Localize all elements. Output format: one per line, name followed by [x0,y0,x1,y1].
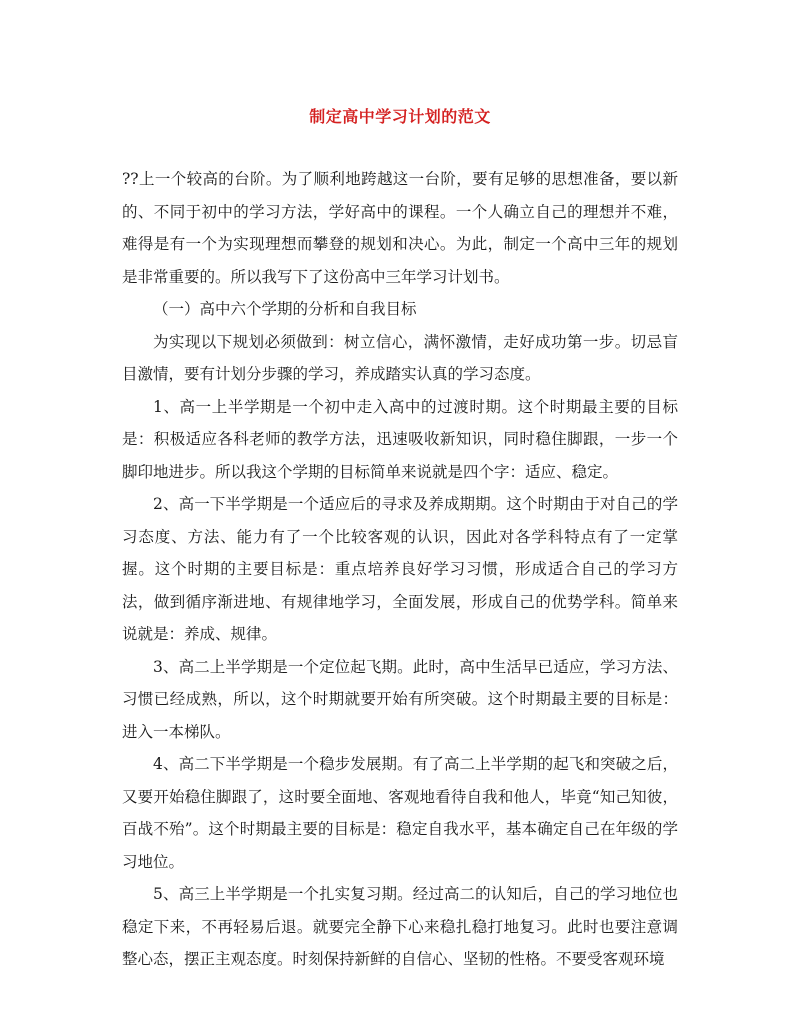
paragraph-semester-1: 1、高一上半学期是一个初中走入高中的过渡时期。这个时期最主要的目标是：积极适应各科老师的教学方法，迅速吸收新知识，同时稳住脚跟，一步一个脚印地进步。所以我这个学期的目标简单来说就是四个字：适应、稳定。 [122,397,678,481]
paragraph-requirements: 为实现以下规划必须做到：树立信心，满怀激情，走好成功第一步。切忌盲目激情，要有计划分步骤的学习，养成踏实认真的学习态度。 [122,332,678,383]
paragraph-intro: ??上一个较高的台阶。为了顺利地跨越这一台阶，要有足够的思想准备，要以新的、不同于初中的学习方法，学好高中的课程。一个人确立自己的理想并不难，难得是有一个为实现理想而攀登的规划和决心。为此，制定一个高中三年的规划是非常重要的。所以我写下了这份高中三年学习计划书。 [122,170,678,286]
paragraph-semester-2: 2、高一下半学期是一个适应后的寻求及养成期期。这个时期由于对自己的学习态度、方法、能力有了一个比较客观的认识，因此对各学科特点有了一定掌握。这个时期的主要目标是：重点培养良好学习习惯，形成适合自己的学习方法，做到循序渐进地、有规律地学习，全面发展，形成自己的优势学科。简单来说就是：养成、规律。 [122,495,678,643]
document-body [122,163,678,976]
paragraph-semester-3: 3、高二上半学期是一个定位起飞期。此时，高中生活早已适应，学习方法、习惯已经成熟，所以，这个时期就要开始有所突破。这个时期最主要的目标是：进入一本梯队。 [122,657,678,741]
paragraph-semester-4: 4、高二下半学期是一个稳步发展期。有了高二上半学期的起飞和突破之后，又要开始稳住脚跟了，这时要全面地、客观地看待自我和他人，毕竟“知己知彼，百战不殆”。这个时期最主要的目标是：稳定自我水平，基本确定自己在年级的学习地位。 [122,755,678,871]
paragraph-semester-5: 5、高三上半学期是一个扎实复习期。经过高二的认知后，自己的学习地位也稳定下来，不再轻易后退。就要完全静下心来稳扎稳打地复习。此时也要注意调整心态，摆正主观态度。时刻保持新鲜的自信心、坚韧的性格。不要受客观环境 [122,885,678,968]
section-heading: （一）高中六个学期的分析和自我目标 [153,300,417,318]
document-title: 制定高中学习计划的范文 [309,107,491,126]
